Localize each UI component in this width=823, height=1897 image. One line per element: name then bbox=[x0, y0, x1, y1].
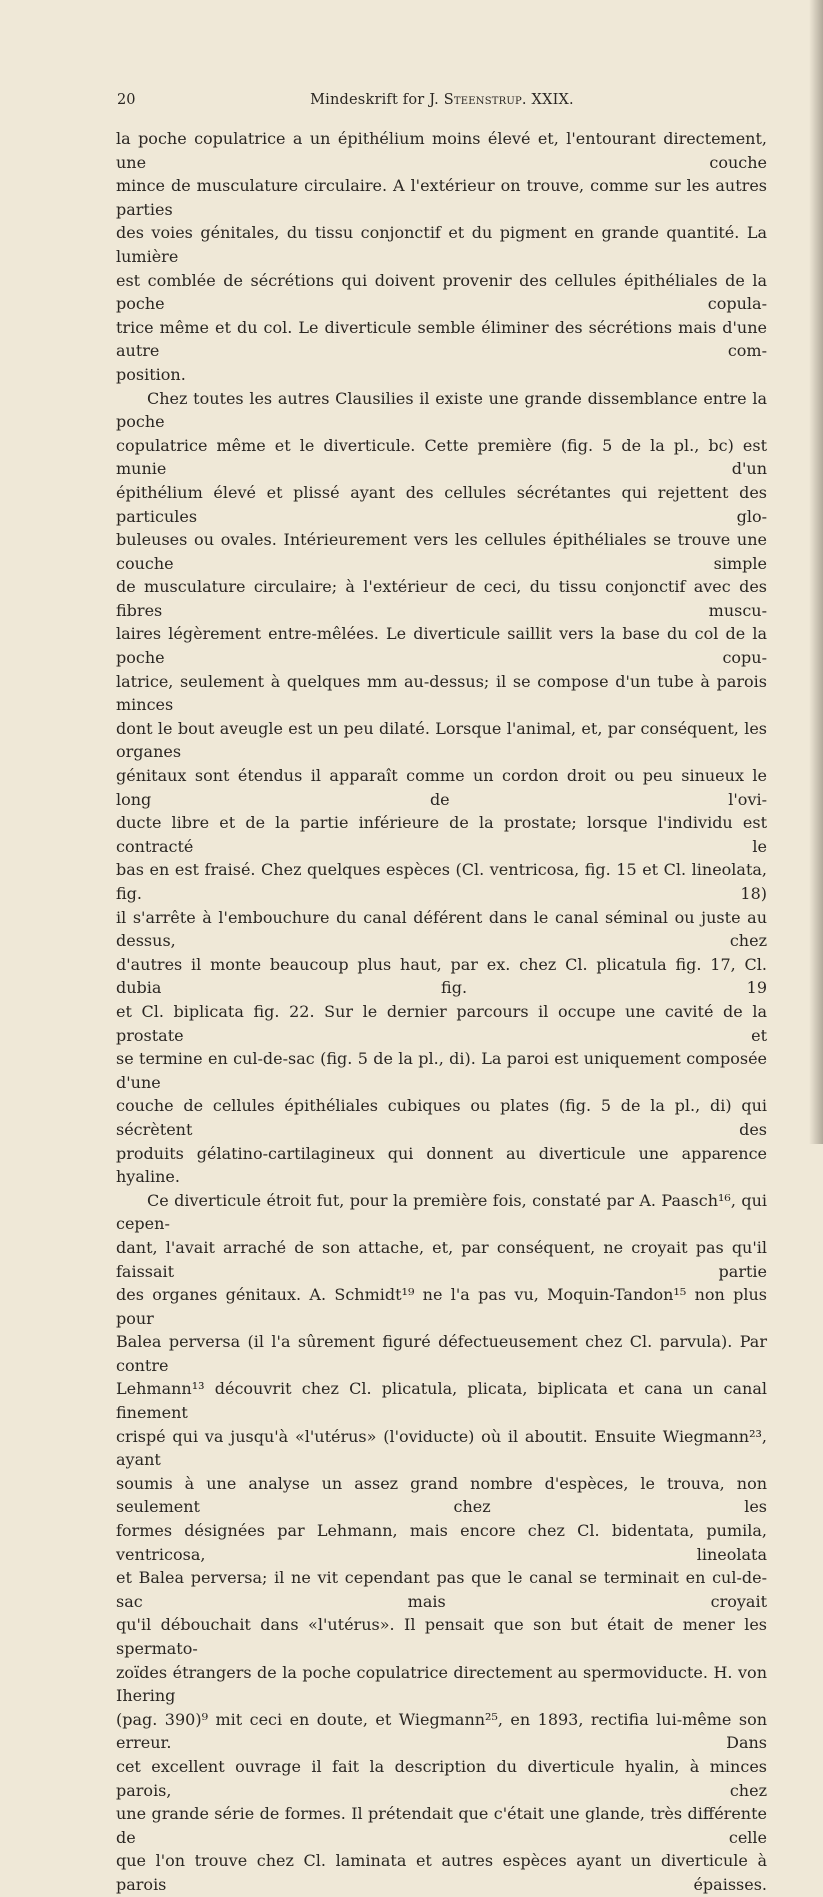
text-line: se termine en cul-de-sac (fig. 5 de la pl., di). La paroi est uniquement composée d'une bbox=[116, 1049, 767, 1092]
text-line: cet excellent ouvrage il fait la description du diverticule hyalin, à minces parois, chez bbox=[116, 1756, 767, 1800]
text-line: épithélium élevé et plissé ayant des cellules sécrétantes qui rejettent des particules glo- bbox=[116, 482, 767, 526]
page-header bbox=[117, 92, 767, 114]
text-line: d'autres il monte beaucoup plus haut, par ex. chez Cl. plicatula fig. 17, Cl. dubia fig. 19 bbox=[116, 954, 767, 998]
text-line: il s'arrête à l'embouchure du canal déférent dans le canal séminal ou juste au dessus, chez bbox=[116, 907, 767, 951]
page-edge-shadow bbox=[809, 0, 823, 1144]
text-line: latrice, seulement à quelques mm au-dessus; il se compose d'un tube à parois minces bbox=[116, 671, 767, 715]
text-line: dant, l'avait arraché de son attache, et, par conséquent, ne croyait pas qu'il faissait partie bbox=[116, 1237, 767, 1281]
running-title-name: Steenstrup. bbox=[443, 92, 527, 108]
running-title-prefix: Mindeskrift for J. bbox=[310, 92, 439, 108]
text-line: dont le bout aveugle est un peu dilaté. Lorsque l'animal, et, par conséquent, les organes bbox=[116, 718, 767, 762]
text-line: zoïdes étrangers de la poche copulatrice directement au spermoviducte. H. von Ihering bbox=[116, 1662, 767, 1706]
text-line: qu'il débouchait dans «l'utérus». Il pensait que son but était de mener les spermato- bbox=[116, 1615, 767, 1658]
text-line: bas en est fraisé. Chez quelques espèces (Cl. ventricosa, fig. 15 et Cl. lineolata, fig. 18) bbox=[116, 860, 767, 903]
text-line: Ce diverticule étroit fut, pour la première fois, constaté par A. Paasch¹⁶, qui cepen- bbox=[116, 1190, 767, 1234]
text-line: et Cl. biplicata fig. 22. Sur le dernier parcours il occupe une cavité de la prostate et bbox=[116, 1001, 767, 1045]
text-line: de musculature circulaire; à l'extérieur de ceci, du tissu conjonctif avec des fibres muscu- bbox=[116, 577, 767, 620]
text-line: Balea perversa (il l'a sûrement figuré défectueusement chez Cl. parvula). Par contre bbox=[116, 1332, 767, 1375]
text-line: Chez toutes les autres Clausilies il existe une grande dissemblance entre la poche bbox=[116, 388, 767, 432]
text-line: buleuses ou ovales. Intérieurement vers les cellules épithéliales se trouve une couche simple bbox=[116, 530, 767, 573]
text-line: position. bbox=[116, 364, 186, 384]
text-line: la poche copulatrice a un épithélium moins élevé et, l'entourant directement, une couche bbox=[116, 129, 767, 172]
page-number: 20 bbox=[117, 92, 136, 108]
text-line: mince de musculature circulaire. A l'extérieur on trouve, comme sur les autres parties bbox=[116, 176, 767, 219]
body-text bbox=[116, 127, 767, 1897]
text-line: couche de cellules épithéliales cubiques ou plates (fig. 5 de la pl., di) qui sécrètent des bbox=[116, 1096, 767, 1139]
text-line: formes désignées par Lehmann, mais encore chez Cl. bidentata, pumila, ventricosa, lineolata bbox=[116, 1521, 767, 1564]
text-line: copulatrice même et le diverticule. Cette première (fig. 5 de la pl., bc) est munie d'un bbox=[116, 435, 767, 479]
text-line: des organes génitaux. A. Schmidt¹⁹ ne l'a pas vu, Moquin-Tandon¹⁵ non plus pour bbox=[116, 1285, 767, 1328]
text-line: laires légèrement entre-mêlées. Le diverticule saillit vers la base du col de la poche copu- bbox=[116, 624, 767, 668]
text-line: Lehmann¹³ découvrit chez Cl. plicatula, plicata, biplicata et cana un canal finement bbox=[116, 1379, 767, 1423]
text-line: et Balea perversa; il ne vit cependant pas que le canal se terminait en cul-de-sac mais croyait bbox=[116, 1568, 767, 1611]
text-line: (pag. 390)⁹ mit ceci en doute, et Wiegmann²⁵, en 1893, rectifia lui-même son erreur. Dans bbox=[116, 1709, 767, 1753]
text-line: trice même et du col. Le diverticule semble éliminer des sécrétions mais d'une autre com- bbox=[116, 317, 767, 361]
text-line: est comblée de sécrétions qui doivent provenir des cellules épithéliales de la poche copula- bbox=[116, 270, 767, 314]
paragraph-3 bbox=[116, 1189, 767, 1897]
text-line: crispé qui va jusqu'à «l'utérus» (l'oviducte) où il aboutit. Ensuite Wiegmann²³, ayant bbox=[116, 1426, 767, 1470]
text-line: génitaux sont étendus il apparaît comme un cordon droit ou peu sinueux le long de l'ovi- bbox=[116, 766, 767, 809]
text-line: que l'on trouve chez Cl. laminata et autres espèces ayant un diverticule à parois épaisses. bbox=[116, 1851, 767, 1894]
paragraph-2 bbox=[116, 387, 767, 1189]
text-line: ducte libre et de la partie inférieure de la prostate; lorsque l'individu est contracté le bbox=[116, 813, 767, 856]
text-line: une grande série de formes. Il prétendait que c'était une glande, très différente de celle bbox=[116, 1804, 767, 1847]
text-line: des voies génitales, du tissu conjonctif et du pigment en grande quantité. La lumière bbox=[116, 223, 767, 266]
text-line: produits gélatino-cartilagineux qui donnent au diverticule une apparence hyaline. bbox=[116, 1143, 767, 1187]
running-title-volume: XXIX. bbox=[531, 92, 574, 108]
paragraph-1 bbox=[116, 127, 767, 387]
text-line: soumis à une analyse un assez grand nombre d'espèces, le trouva, non seulement chez les bbox=[116, 1473, 767, 1517]
running-title bbox=[117, 92, 767, 108]
